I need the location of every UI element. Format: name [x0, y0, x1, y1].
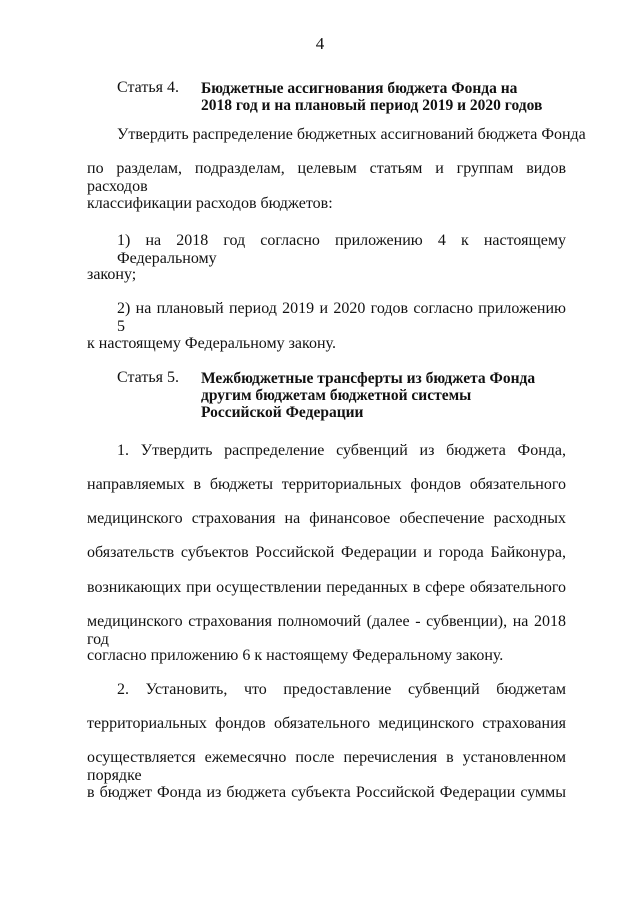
- article-5-label: Статья 5.: [117, 369, 179, 386]
- paragraph-line: возникающих при осуществлении переданных в сфере обязательного: [87, 579, 566, 596]
- paragraph-line: Утвердить распределение бюджетных ассигнований бюджета Фонда: [117, 126, 586, 143]
- paragraph-line: 2) на плановый период 2019 и 2020 годов согласно приложению 5: [117, 300, 566, 335]
- paragraph-line: согласно приложению 6 к настоящему Федеральному закону.: [87, 647, 504, 664]
- paragraph-line: направляемых в бюджеты территориальных фондов обязательного: [87, 476, 566, 493]
- article-5-title: Межбюджетные трансферты из бюджета Фонда: [201, 370, 536, 387]
- article-4-title: 2018 год и на плановый период 2019 и 2020 годов: [201, 97, 543, 114]
- paragraph-line: 1. Утвердить распределение субвенций из бюджета Фонда,: [117, 442, 566, 459]
- paragraph-line: обязательств субъектов Российской Федерации и города Байконура,: [87, 544, 566, 561]
- paragraph-line: закону;: [87, 266, 137, 283]
- paragraph-line: медицинского страхования на финансовое обеспечение расходных: [87, 510, 566, 527]
- paragraph-line: медицинского страхования полномочий (далее - субвенции), на 2018 год: [87, 613, 566, 648]
- article-5-title: другим бюджетам бюджетной системы: [201, 387, 472, 404]
- paragraph-line: территориальных фондов обязательного медицинского страхования: [87, 715, 566, 732]
- paragraph-line: классификации расходов бюджетов:: [87, 195, 333, 212]
- paragraph-line: в бюджет Фонда из бюджета субъекта Российской Федерации суммы: [87, 784, 566, 801]
- paragraph-line: 1) на 2018 год согласно приложению 4 к настоящему Федеральному: [117, 232, 566, 267]
- paragraph-line: осуществляется ежемесячно после перечисления в установленном порядке: [87, 749, 566, 784]
- page-number: 4: [315, 34, 325, 53]
- paragraph-line: по разделам, подразделам, целевым статьям и группам видов расходов: [87, 160, 566, 195]
- article-4-label: Статья 4.: [117, 79, 179, 96]
- paragraph-line: к настоящему Федеральному закону.: [87, 335, 336, 352]
- article-5-title: Российской Федерации: [201, 404, 364, 421]
- paragraph-line: 2. Установить, что предоставление субвенций бюджетам: [117, 681, 566, 698]
- article-4-title: Бюджетные ассигнования бюджета Фонда на: [201, 80, 518, 97]
